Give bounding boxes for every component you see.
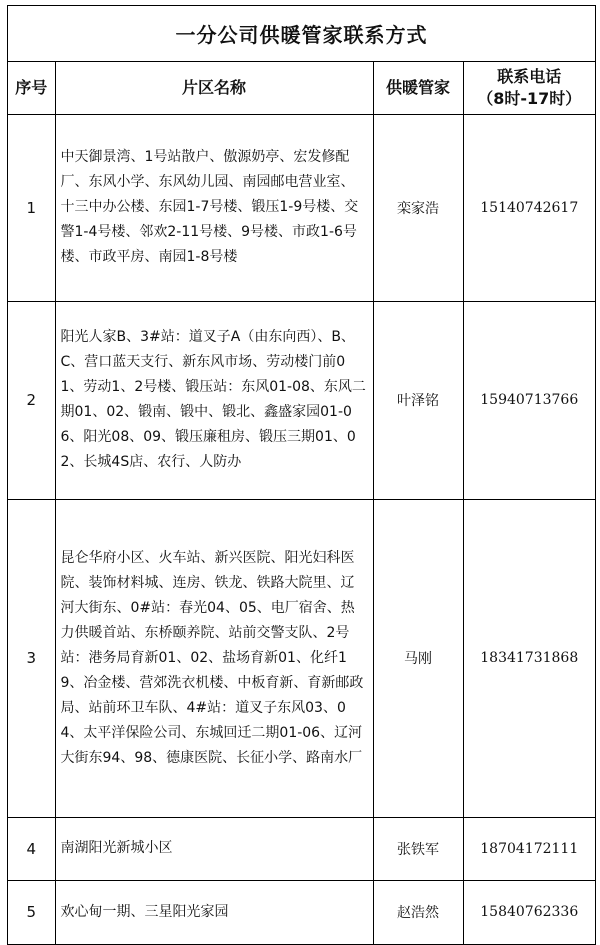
row-manager: 张铁军 (373, 817, 463, 880)
contact-table (8, 62, 595, 945)
row-phone: 15940713766 (463, 301, 595, 499)
header-manager: 供暖管家 (373, 62, 463, 114)
header-area: 片区名称 (55, 62, 373, 114)
row-manager: 叶泽铭 (373, 301, 463, 499)
row-manager: 栾家浩 (373, 114, 463, 301)
table-title: 一分公司供暖管家联系方式 (8, 6, 595, 62)
row-phone: 18704172111 (463, 817, 595, 880)
header-row (8, 62, 595, 114)
header-phone-hours: （8时-17时） (477, 88, 582, 108)
row-phone: 18341731868 (463, 499, 595, 817)
row-index: 5 (8, 880, 55, 944)
row-index: 1 (8, 114, 55, 301)
row-manager: 赵浩然 (373, 880, 463, 944)
header-index: 序号 (8, 62, 55, 114)
row-area: 阳光人家B、3#站：道叉子A（由东向西）、B、C、营口蓝天支行、新东风市场、劳动楼门前01、劳动1、2号楼、锻压站：东风01-08、东风二期01、02、锻南、锻中、锻北、鑫盛家园01-06、阳光08、09、锻压廉租房、锻压三期01、02、长城4S店、农行、人防办 (55, 301, 373, 499)
header-phone (463, 62, 595, 114)
row-area: 中天御景湾、1号站散户、傲源奶亭、宏发修配厂、东风小学、东风幼儿园、南园邮电营业室、十三中办公楼、东园1-7号楼、锻压1-9号楼、交警1-4号楼、邻欢2-11号楼、9号楼、市政1-6号楼、市政平房、南园1-8号楼 (55, 114, 373, 301)
table-row (8, 301, 595, 499)
row-manager: 马刚 (373, 499, 463, 817)
row-area: 南湖阳光新城小区 (55, 817, 373, 880)
header-phone-label: 联系电话 (497, 66, 562, 86)
contact-sheet (7, 5, 596, 945)
table-row (8, 880, 595, 944)
row-index: 3 (8, 499, 55, 817)
table-row (8, 817, 595, 880)
row-phone: 15840762336 (463, 880, 595, 944)
row-phone: 15140742617 (463, 114, 595, 301)
row-index: 2 (8, 301, 55, 499)
table-row (8, 114, 595, 301)
table-row (8, 499, 595, 817)
row-area: 欢心甸一期、三星阳光家园 (55, 880, 373, 944)
row-area: 昆仑华府小区、火车站、新兴医院、阳光妇科医院、装饰材料城、连房、铁龙、铁路大院里、辽河大街东、0#站：春光04、05、电厂宿舍、热力供暖首站、东桥颐养院、站前交警支队、2号站：港务局育新01、02、盐场育新01、化纤19、冶金楼、营郊洗衣机楼、中板育新、育新邮政局、站前环卫车队、4#站：道叉子东风03、04、太平洋保险公司、东城回迁二期01-06、辽河大街东94、98、德康医院、长征小学、路南水厂 (55, 499, 373, 817)
row-index: 4 (8, 817, 55, 880)
